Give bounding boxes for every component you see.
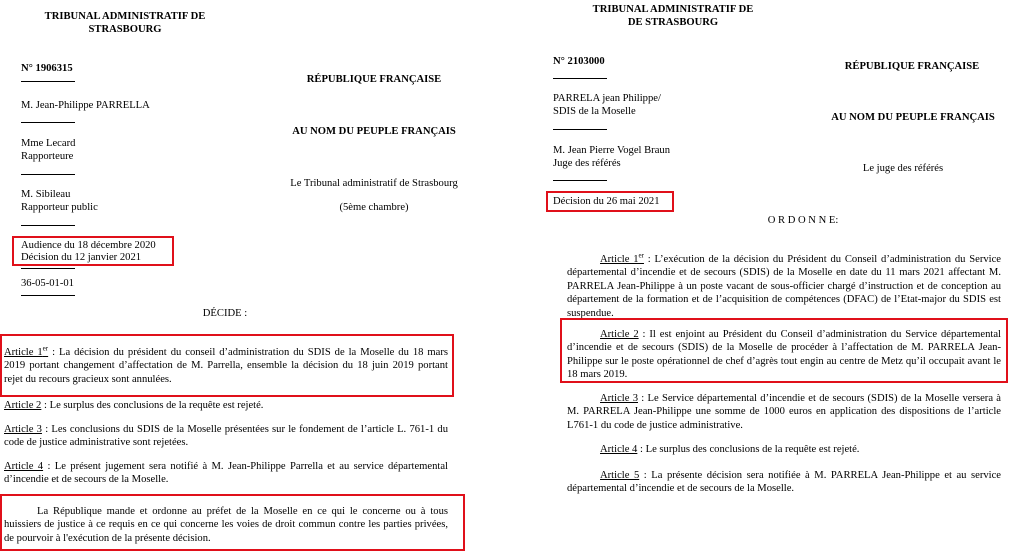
court-header — [30, 10, 220, 36]
left-judgment-page — [0, 0, 470, 558]
divider — [21, 268, 75, 269]
article-4-text: : Le surplus des conclusions de la requête est rejeté. — [637, 444, 860, 455]
divider — [21, 225, 75, 226]
classification-code: 36-05-01-01 — [21, 278, 74, 289]
people-heading: AU NOM DU PEUPLE FRANÇAIS — [292, 126, 456, 137]
article-3-label: Article 3 — [4, 424, 42, 435]
people-heading: AU NOM DU PEUPLE FRANÇAIS — [831, 112, 995, 123]
republic-heading: RÉPUBLIQUE FRANÇAISE — [844, 61, 980, 72]
article-3-text: : Les conclusions du SDIS de la Moselle présentées sur le fondement de l’article L. 761-1 du code de justice administrative sont rejetées. — [4, 424, 448, 449]
divider — [553, 129, 607, 130]
divider — [553, 180, 607, 181]
chamber: (5ème chambre) — [339, 202, 409, 213]
article-4-label: Article 4 — [4, 461, 44, 472]
article-1 — [4, 346, 448, 386]
republic-heading: RÉPUBLIQUE FRANÇAISE — [306, 74, 442, 85]
court-name-line1: TRIBUNAL ADMINISTRATIF DE — [592, 4, 754, 15]
article-5-text: : La présente décision sera notifiée à M. PARRELA Jean-Philippe et au service départemental d’incendie et de secours de la Moselle. — [567, 470, 1002, 495]
article-1 — [567, 253, 1001, 320]
article-1-text: : L’exécution de la décision du Président du Conseil d’administration du Service départemental d’incendie et de secours (SDIS) de la Moselle en date du 11 mars 2021 affectant M. PARRELA Jean-Philippe à un poste vacant de sous-officier chargé d’instruction et de conception au département de la formation et de l’acquisition de compétences (DFAC) de l’Etat-major du SDIS est suspendue. — [567, 254, 1002, 319]
party-line-1: PARRELA jean Philippe/ — [553, 93, 661, 104]
article-4 — [4, 460, 448, 487]
article-2-text: : Le surplus des conclusions de la requête est rejeté. — [41, 400, 264, 411]
case-number: N° 2103000 — [553, 56, 605, 67]
article-2-label: Article 2 — [4, 400, 42, 411]
court-name-line2: STRASBOURG — [88, 24, 162, 35]
judge-title: Le juge des référés — [862, 163, 944, 174]
article-5 — [567, 469, 1001, 496]
article-3-label: Article 3 — [600, 393, 638, 404]
article-2 — [567, 328, 1001, 382]
article-5-label: Article 5 — [600, 470, 640, 481]
article-4-label: Article 4 — [600, 444, 638, 455]
divider — [21, 295, 75, 296]
divider — [553, 78, 607, 79]
decision-date: Décision du 26 mai 2021 — [553, 196, 660, 207]
article-2-label: Article 2 — [600, 329, 639, 340]
party-name: M. Jean-Philippe PARRELLA — [21, 100, 150, 111]
divider — [21, 81, 75, 82]
article-3 — [567, 392, 1001, 432]
court-header — [573, 3, 773, 29]
article-4 — [567, 443, 1001, 456]
execution-clause: La République mande et ordonne au préfet de la Moselle en ce qui le concerne ou à tous huissiers de justice à ce requis en ce qui concerne les voies de droit commun contre les parties privées, de pourvoir à l'exécution de la présente décision. — [4, 506, 448, 544]
judge-role: Juge des référés — [553, 158, 621, 169]
right-order-page — [533, 0, 1024, 558]
rapporteur-role: Rapporteure — [21, 151, 74, 162]
case-number: N° 1906315 — [21, 63, 73, 74]
hearing-date: Audience du 18 décembre 2020 — [21, 240, 156, 251]
decides-heading: DÉCIDE : — [202, 308, 248, 319]
court-name-line1: TRIBUNAL ADMINISTRATIF DE — [44, 11, 206, 22]
divider — [21, 174, 75, 175]
article-3 — [4, 423, 448, 450]
divider — [21, 122, 75, 123]
court-name-line2: DE STRASBOURG — [627, 17, 719, 28]
article-4-text: : Le présent jugement sera notifié à M. Jean-Philippe Parrella et au service départemental d’incendie et de secours de la Moselle. — [4, 461, 448, 486]
article-1-label: Article 1er — [4, 344, 49, 358]
article-3-text: : Le Service départemental d’incendie et de secours (SDIS) de la Moselle versera à M. PARRELA Jean-Philippe une somme de 1000 euros en application des dispositions de l’article L761-1 du code de justice administrative. — [567, 393, 1002, 431]
rapporteur-name: Mme Lecard — [21, 138, 76, 149]
article-2-text: : Il est enjoint au Président du Conseil d’administration du Service départemental d’incendie et de secours (SDIS) de la Moselle de procéder à l’affectation de M. PARRELA Jean-Philippe sur le poste opérationnel de chef d’agrès tout engin au centre de Metz qu’il occupait avant le 18 mars 2019. — [567, 329, 1001, 381]
party-line-2: SDIS de la Moselle — [553, 106, 636, 117]
article-1-text: : La décision du président du conseil d’administration du SDIS de la Moselle du 18 mars 2019 portant changement d’affectation de M. Parrella, ensemble la décision du 18 juin 2019 portant rejet du recours gracieux sont annulées. — [4, 347, 448, 385]
decision-date: Décision du 12 janvier 2021 — [21, 252, 142, 263]
tribunal-name: Le Tribunal administratif de Strasbourg — [290, 178, 458, 189]
article-2 — [4, 399, 448, 412]
public-rapporteur-name: M. Sibileau — [21, 189, 71, 200]
judge-name: M. Jean Pierre Vogel Braun — [553, 145, 671, 156]
article-1-label: Article 1er — [600, 251, 644, 265]
orders-heading: O R D O N N E: — [767, 215, 839, 226]
public-rapporteur-role: Rapporteur public — [21, 202, 98, 213]
